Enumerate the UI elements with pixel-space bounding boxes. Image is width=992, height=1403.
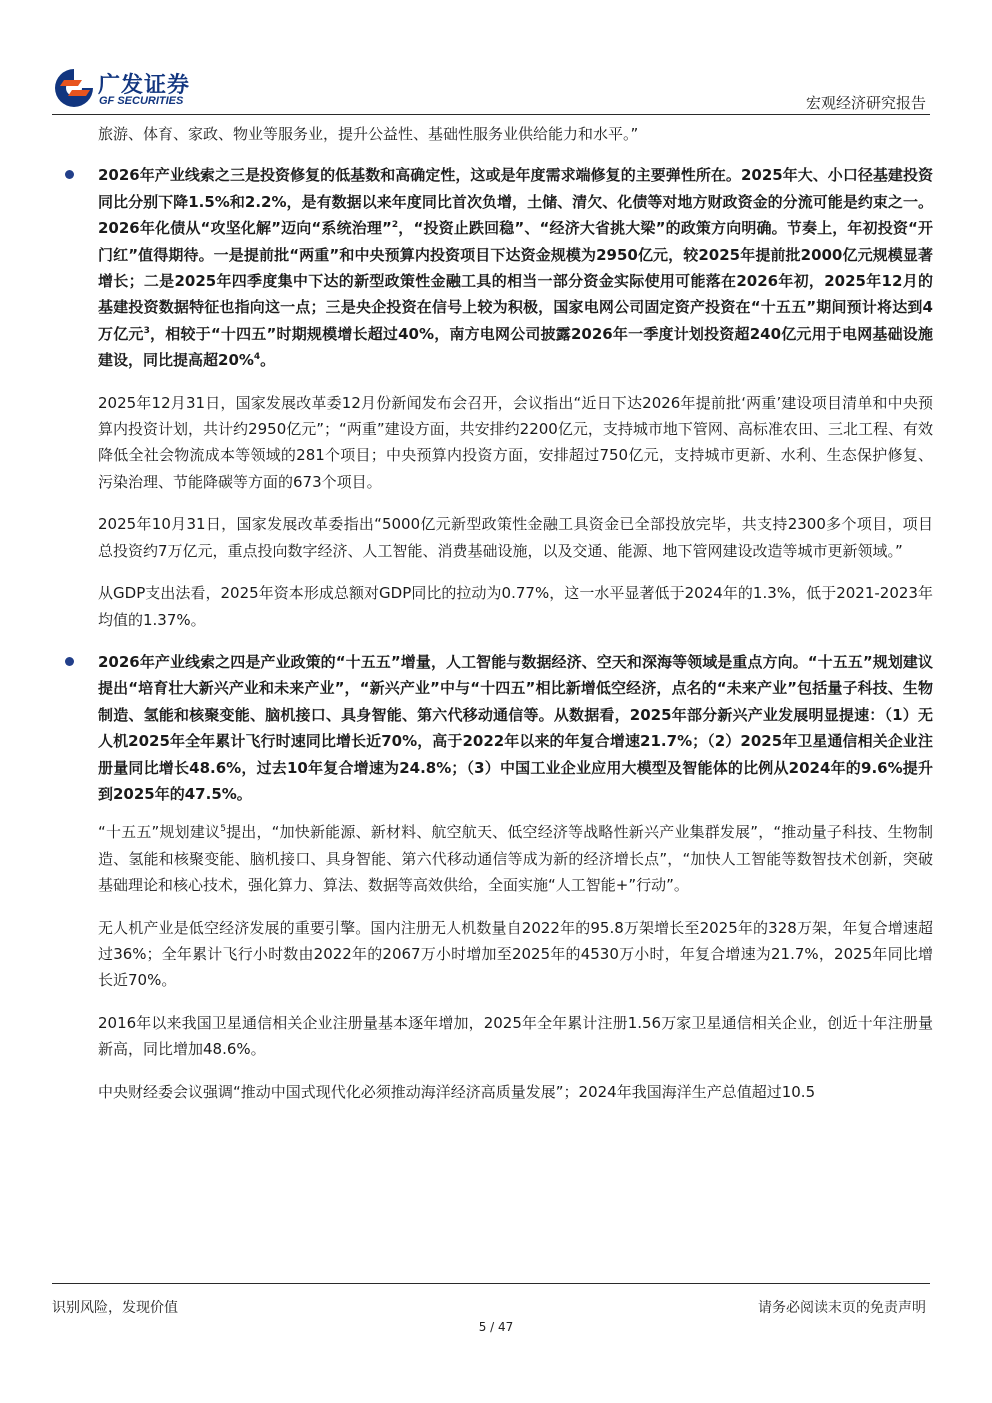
gf-logo-icon <box>52 66 96 110</box>
paragraph-drone-industry: 无人机产业是低空经济发展的重要引擎。国内注册无人机数量自2022年的95.8万架增长至2025年的328万架，年复合增速超过36%；全年累计飞行小时数由2022年的2067万小时增加至2025年的4530万小时，年复合增速为21.7%，2025年同比增长近70%。 <box>98 918 933 990</box>
paragraph-ndrc-december: 2025年12月31日，国家发展改革委12月份新闻发布会召开，会议指出“近日下达2026年提前批‘两重’建设项目清单和中央预算内投资计划，共计约2950亿元”；“两重”建设方面，共安排约2200亿元，支持城市地下管网、高标准农田、三北工程、有效降低全社会物流成本等领域的281个项目；中央预算内投资方面，安排超过750亿元，支持城市更新、水利、生态保护修复、污染治理、节能降碳等方面的673个项目。 <box>98 393 933 491</box>
footer-slogan: 识别风险，发现价值 <box>52 1300 178 1316</box>
paragraph-marine-economy: 中央财经委会议强调“推动中国式现代化必须推动海洋经济高质量发展”；2024年我国海洋生产总值超过10.5 <box>98 1082 816 1101</box>
footnote-ref[interactable]: 5 <box>220 824 226 835</box>
report-type-label: 宏观经济研究报告 <box>805 94 926 112</box>
footnote-ref[interactable]: 3 <box>143 325 150 336</box>
logo-chinese-name: 广发证券 <box>98 73 191 98</box>
bullet-section-industry-policy <box>98 649 933 807</box>
paragraph-plan-proposal: “十五五”规划建议$^5$提出，“加快新能源、新材料、航空航天、低空经济等战略性新兴产业集群发展”，“推动量子科技、生物制造、氢能和核聚变能、脑机接口、具身智能、第六代移动通信等成为新的经济增长点”，“加快人工智能等数智技术创新，突破基础理论和核心技术，强化算力、算法、数据等高效供给，全面实施“人工智能+”行动”。 <box>98 823 933 895</box>
page-footer <box>0 1283 992 1343</box>
paragraph-continuation: 旅游、体育、家政、物业等服务业，提升公益性、基础性服务业供给能力和水平。” <box>98 125 639 143</box>
bullet-icon <box>65 657 74 666</box>
paragraph-ndrc-october: 2025年10月31日，国家发展改革委指出“5000亿元新型政策性金融工具资金已全部投放完毕，共支持2300多个项目，项目总投资约7万亿元，重点投向数字经济、人工智能、消费基础设施，以及交通、能源、地下管网建设改造等城市更新领域。” <box>98 515 933 560</box>
bullet-paragraph: 2026年产业线索之四是产业政策的“十五五”增量，人工智能与数据经济、空天和深海等领域是重点方向。“十五五”规划建议提出“培育壮大新兴产业和未来产业”，“新兴产业”中与“十四五”相比新增低空经济，点名的“未来产业”包括量子科技、生物制造、氢能和核聚变能、脑机接口、具身智能、第六代移动通信等。从数据看，2025年部分新兴产业发展明显提速：（1）无人机2025年全年累计飞行时速同比增长近70%，高于2022年以来的年复合增速21.7%；（2）2025年卫星通信相关企业注册量同比增长48.6%，过去10年复合增速为24.8%；（3）中国工业企业应用大模型及智能体的比例从2024年的9.6%提升到2025年的47.5%。 <box>98 652 933 803</box>
header-divider <box>52 114 930 115</box>
bullet-paragraph: 2026年产业线索之三是投资修复的低基数和高确定性，这或是年度需求端修复的主要弹性所在。2025年大、小口径基建投资同比分别下降1.5%和2.2%，是有数据以来年度同比首次负增，土储、清欠、化债等对地方财政资金的分流可能是约束之一。2026年化债从“攻坚化解”迈向“系统治理”$^2$，“投资止跌回稳”、“经济大省挑大梁”的政策方向明确。节奏上，年初投资“开门红”值得期待。一是提前批“两重”和中央预算内投资项目下达资金规模为2950亿元，较2025年提前批2000亿元规模显著增长；二是2025年四季度集中下达的新型政策性金融工具的相当一部分资金实际使用可能落在2026年初，2025年12月的基建投资数据特征也指向这一点；三是央企投资在信号上较为积极，国家电网公司固定资产投资在“十五五”期间预计将达到4万亿元$^3$，相较于“十四五”时期规模增长超过40%，南方电网公司披露2026年一季度计划投资超240亿元用于电网基础设施建设，同比提高超20%$^4$。 <box>98 166 934 370</box>
logo-english-name: GF SECURITIES <box>99 95 184 107</box>
report-body <box>98 121 933 1105</box>
footer-disclaimer-link[interactable]: 请务必阅读末页的免责声明 <box>758 1300 926 1316</box>
footnote-ref[interactable]: 2 <box>391 220 399 231</box>
paragraph-satellite: 2016年以来我国卫星通信相关企业注册量基本逐年增加，2025年全年累计注册1.56万家卫星通信相关企业，创近十年注册量新高，同比增加48.6%。 <box>98 1013 933 1059</box>
footnote-ref[interactable]: 4 <box>253 352 261 363</box>
paragraph-gdp-contribution: 从GDP支出法看，2025年资本形成总额对GDP同比的拉动为0.77%，这一水平显著低于2024年的1.3%，低于2021-2023年均值的1.37%。 <box>98 584 933 629</box>
bullet-section-investment <box>98 162 933 373</box>
bullet-icon <box>65 170 74 179</box>
footer-divider <box>52 1283 930 1284</box>
company-logo[interactable] <box>52 66 212 112</box>
page-number: 5 / 47 <box>478 1320 514 1334</box>
page-header <box>0 0 992 118</box>
